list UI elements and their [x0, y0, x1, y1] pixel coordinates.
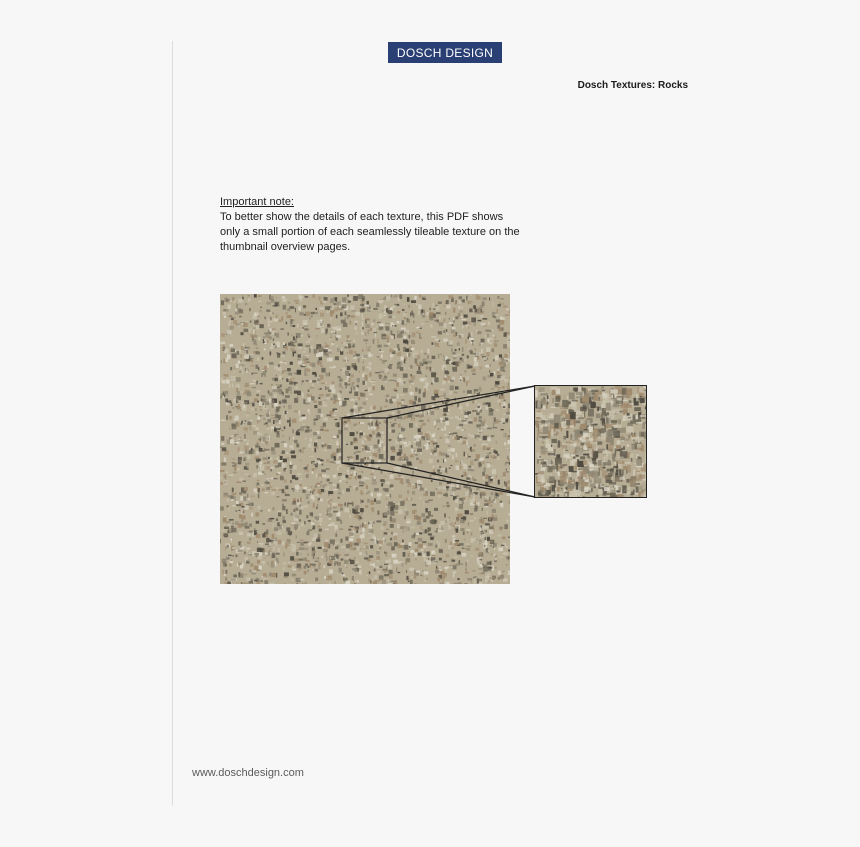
- rock-texture-thumbnail: [220, 294, 510, 584]
- page-margin-rule: [172, 41, 173, 806]
- note-body: To better show the details of each texture, this PDF shows only a small portion of each seamlessly tileable texture on the thumbnail overview pages.: [220, 211, 520, 253]
- logo-text: DOSCH DESIGN: [396, 45, 494, 60]
- note-heading: Important note:: [220, 196, 294, 208]
- document-title: Dosch Textures: Rocks: [577, 80, 688, 91]
- important-note: [220, 195, 520, 255]
- rock-texture-image: [220, 294, 510, 584]
- footer-url: www.doschdesign.com: [192, 767, 304, 779]
- texture-zoom-detail: [534, 385, 647, 498]
- dosch-design-logo: [388, 42, 502, 63]
- rock-texture-zoom-image: [535, 386, 646, 497]
